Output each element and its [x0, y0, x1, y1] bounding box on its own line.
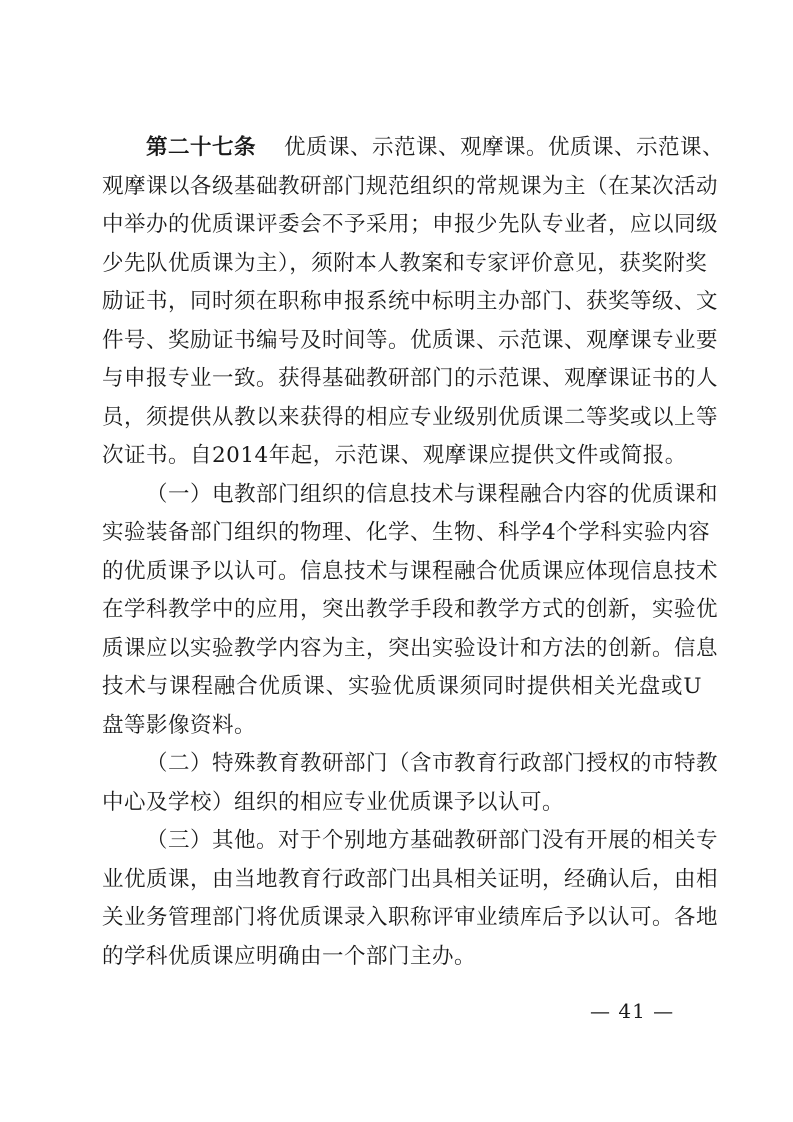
item-2-first-line: （二）特殊教育教研部门（含市教育行政部门授权的市特教 [146, 751, 719, 776]
item-1-line: 的优质课予以认可。信息技术与课程融合优质课应体现信息技术 [102, 559, 719, 584]
item-1-line: 在学科教学中的应用，突出教学手段和教学方式的创新，实验优 [102, 597, 719, 622]
article-text-line: 次证书。自2014年起，示范课、观摩课应提供文件或简报。 [102, 443, 687, 468]
item-2-line: 中心及学校）组织的相应专业优质课予以认可。 [102, 790, 565, 815]
item-1-line: 技术与课程融合优质课、实验优质课须同时提供相关光盘或U [102, 674, 702, 699]
item-1-line: 实验装备部门组织的物理、化学、生物、科学4个学科实验内容 [102, 520, 711, 545]
article-text-line: 件号、奖励证书编号及时间等。优质课、示范课、观摩课专业要 [102, 328, 719, 353]
article-first-line [146, 133, 725, 163]
article-heading: 第二十七条 [146, 135, 257, 160]
article-text-line: 少先队优质课为主），须附本人教案和专家评价意见，获奖附奖 [102, 251, 708, 276]
item-1-first-line: （一）电教部门组织的信息技术与课程融合内容的优质课和 [146, 482, 719, 507]
item-3-line: 关业务管理部门将优质课录入职称评审业绩库后予以认可。各地 [102, 905, 719, 930]
article-text-line: 优质课、示范课、观摩课。优质课、示范课、 [284, 135, 725, 160]
article-text-line: 励证书，同时须在职称申报系统中标明主办部门、获奖等级、文 [102, 289, 719, 314]
article-text-line: 员，须提供从教以来获得的相应专业级别优质课二等奖或以上等 [102, 405, 719, 430]
article-text-line: 中举办的优质课评委会不予采用；申报少先队专业者，应以同级 [102, 212, 719, 237]
item-3-line: 的学科优质课应明确由一个部门主办。 [102, 944, 477, 969]
item-1-line: 盘等影像资料。 [102, 713, 257, 738]
page-number: — 41 — [590, 999, 675, 1023]
item-3-line: 业优质课，由当地教育行政部门出具相关证明，经确认后，由相 [102, 867, 719, 892]
article-text-line: 与申报专业一致。获得基础教研部门的示范课、观摩课证书的人 [102, 366, 719, 391]
item-1-line: 质课应以实验教学内容为主，突出实验设计和方法的创新。信息 [102, 636, 719, 661]
item-3-first-line: （三）其他。对于个别地方基础教研部门没有开展的相关专 [146, 828, 719, 853]
article-text-line: 观摩课以各级基础教研部门规范组织的常规课为主（在某次活动 [102, 174, 719, 199]
